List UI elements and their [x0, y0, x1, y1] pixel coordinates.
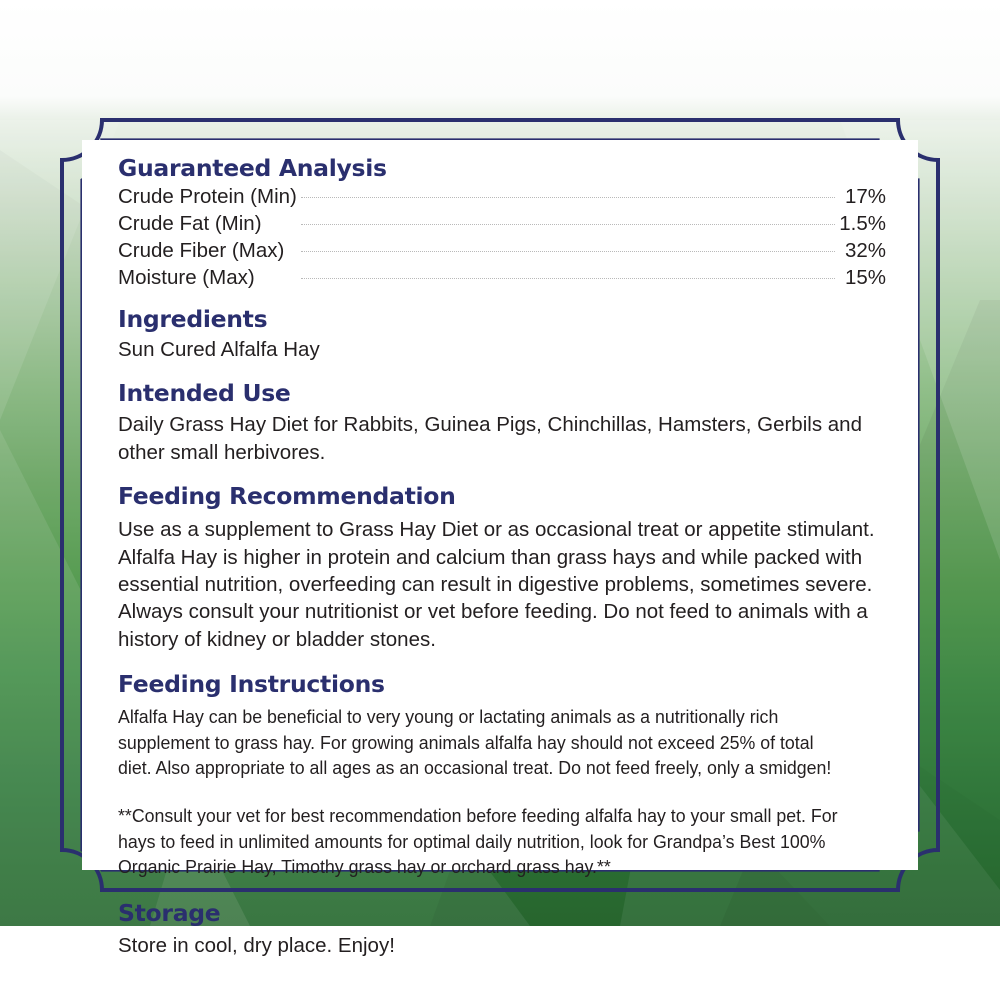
nutrient-value: 32% [844, 239, 886, 263]
table-row [118, 210, 886, 237]
dot-leader [299, 237, 837, 264]
ingredients-heading: Ingredients [118, 304, 268, 333]
nutrient-name: Crude Protein (Min) [118, 184, 297, 208]
ingredients-text: Sun Cured Alfalfa Hay [118, 338, 320, 362]
label-content [118, 154, 886, 959]
table-row [118, 264, 886, 291]
nutrient-value: 17% [844, 184, 886, 208]
feeding-instructions-text: Alfalfa Hay can be beneficial to very young or lactating animals as a nutritionally rich supplement to grass hay. For growing animals alfalfa hay should not exceed 25% of total diet. Also appropriate to all ages as an occasional treat. Do not feed freely, only a smidgen! [118, 706, 832, 779]
nutrient-value: 1.5% [839, 211, 886, 235]
nutrient-name: Moisture (Max) [118, 266, 255, 290]
guaranteed-analysis-table [118, 183, 886, 292]
section-guaranteed-analysis [118, 154, 886, 292]
intended-use-heading: Intended Use [118, 378, 291, 407]
nutrient-name: Crude Fiber (Max) [118, 239, 285, 263]
storage-heading: Storage [118, 898, 221, 927]
intended-use-text: Daily Grass Hay Diet for Rabbits, Guinea Pigs, Chinchillas, Hamsters, Gerbils and other small herbivores. [118, 413, 862, 464]
dot-leader [299, 264, 837, 291]
storage-text: Store in cool, dry place. Enjoy! [118, 933, 395, 957]
dot-leader [299, 183, 837, 210]
section-ingredients [118, 305, 886, 364]
dot-leader [299, 210, 837, 237]
label-content-card [82, 140, 918, 957]
feeding-instructions-heading: Feeding Instructions [118, 670, 385, 699]
table-row [118, 237, 886, 264]
feeding-recommendation-heading: Feeding Recommendation [118, 482, 456, 511]
section-intended-use [118, 379, 886, 467]
nutrient-value: 15% [844, 266, 886, 290]
nutrient-name: Crude Fat (Min) [118, 211, 262, 235]
section-feeding-recommendation [118, 482, 886, 653]
feeding-instructions-note: **Consult your vet for best recommendation before feeding alfalfa hay to your small pet. For hays to feed in unlimited amounts for optimal daily nutrition, look for Grandpa’s Best 100% Organic Prairie Hay, Timothy grass hay or orchard grass hay.** [118, 805, 838, 878]
table-row [118, 183, 886, 210]
section-storage [118, 899, 886, 959]
section-feeding-instructions [118, 670, 886, 880]
guaranteed-analysis-heading: Guaranteed Analysis [118, 154, 387, 182]
feeding-recommendation-text: Use as a supplement to Grass Hay Diet or as occasional treat or appetite stimulant. Alfalfa Hay is higher in protein and calcium than grass hays and while packed with essential nutrition, overfeeding can result in digestive problems, sometimes severe. Always consult your nutritionist or vet before feeding. Do not feed to animals with a history of kidney or bladder stones. [118, 518, 875, 651]
